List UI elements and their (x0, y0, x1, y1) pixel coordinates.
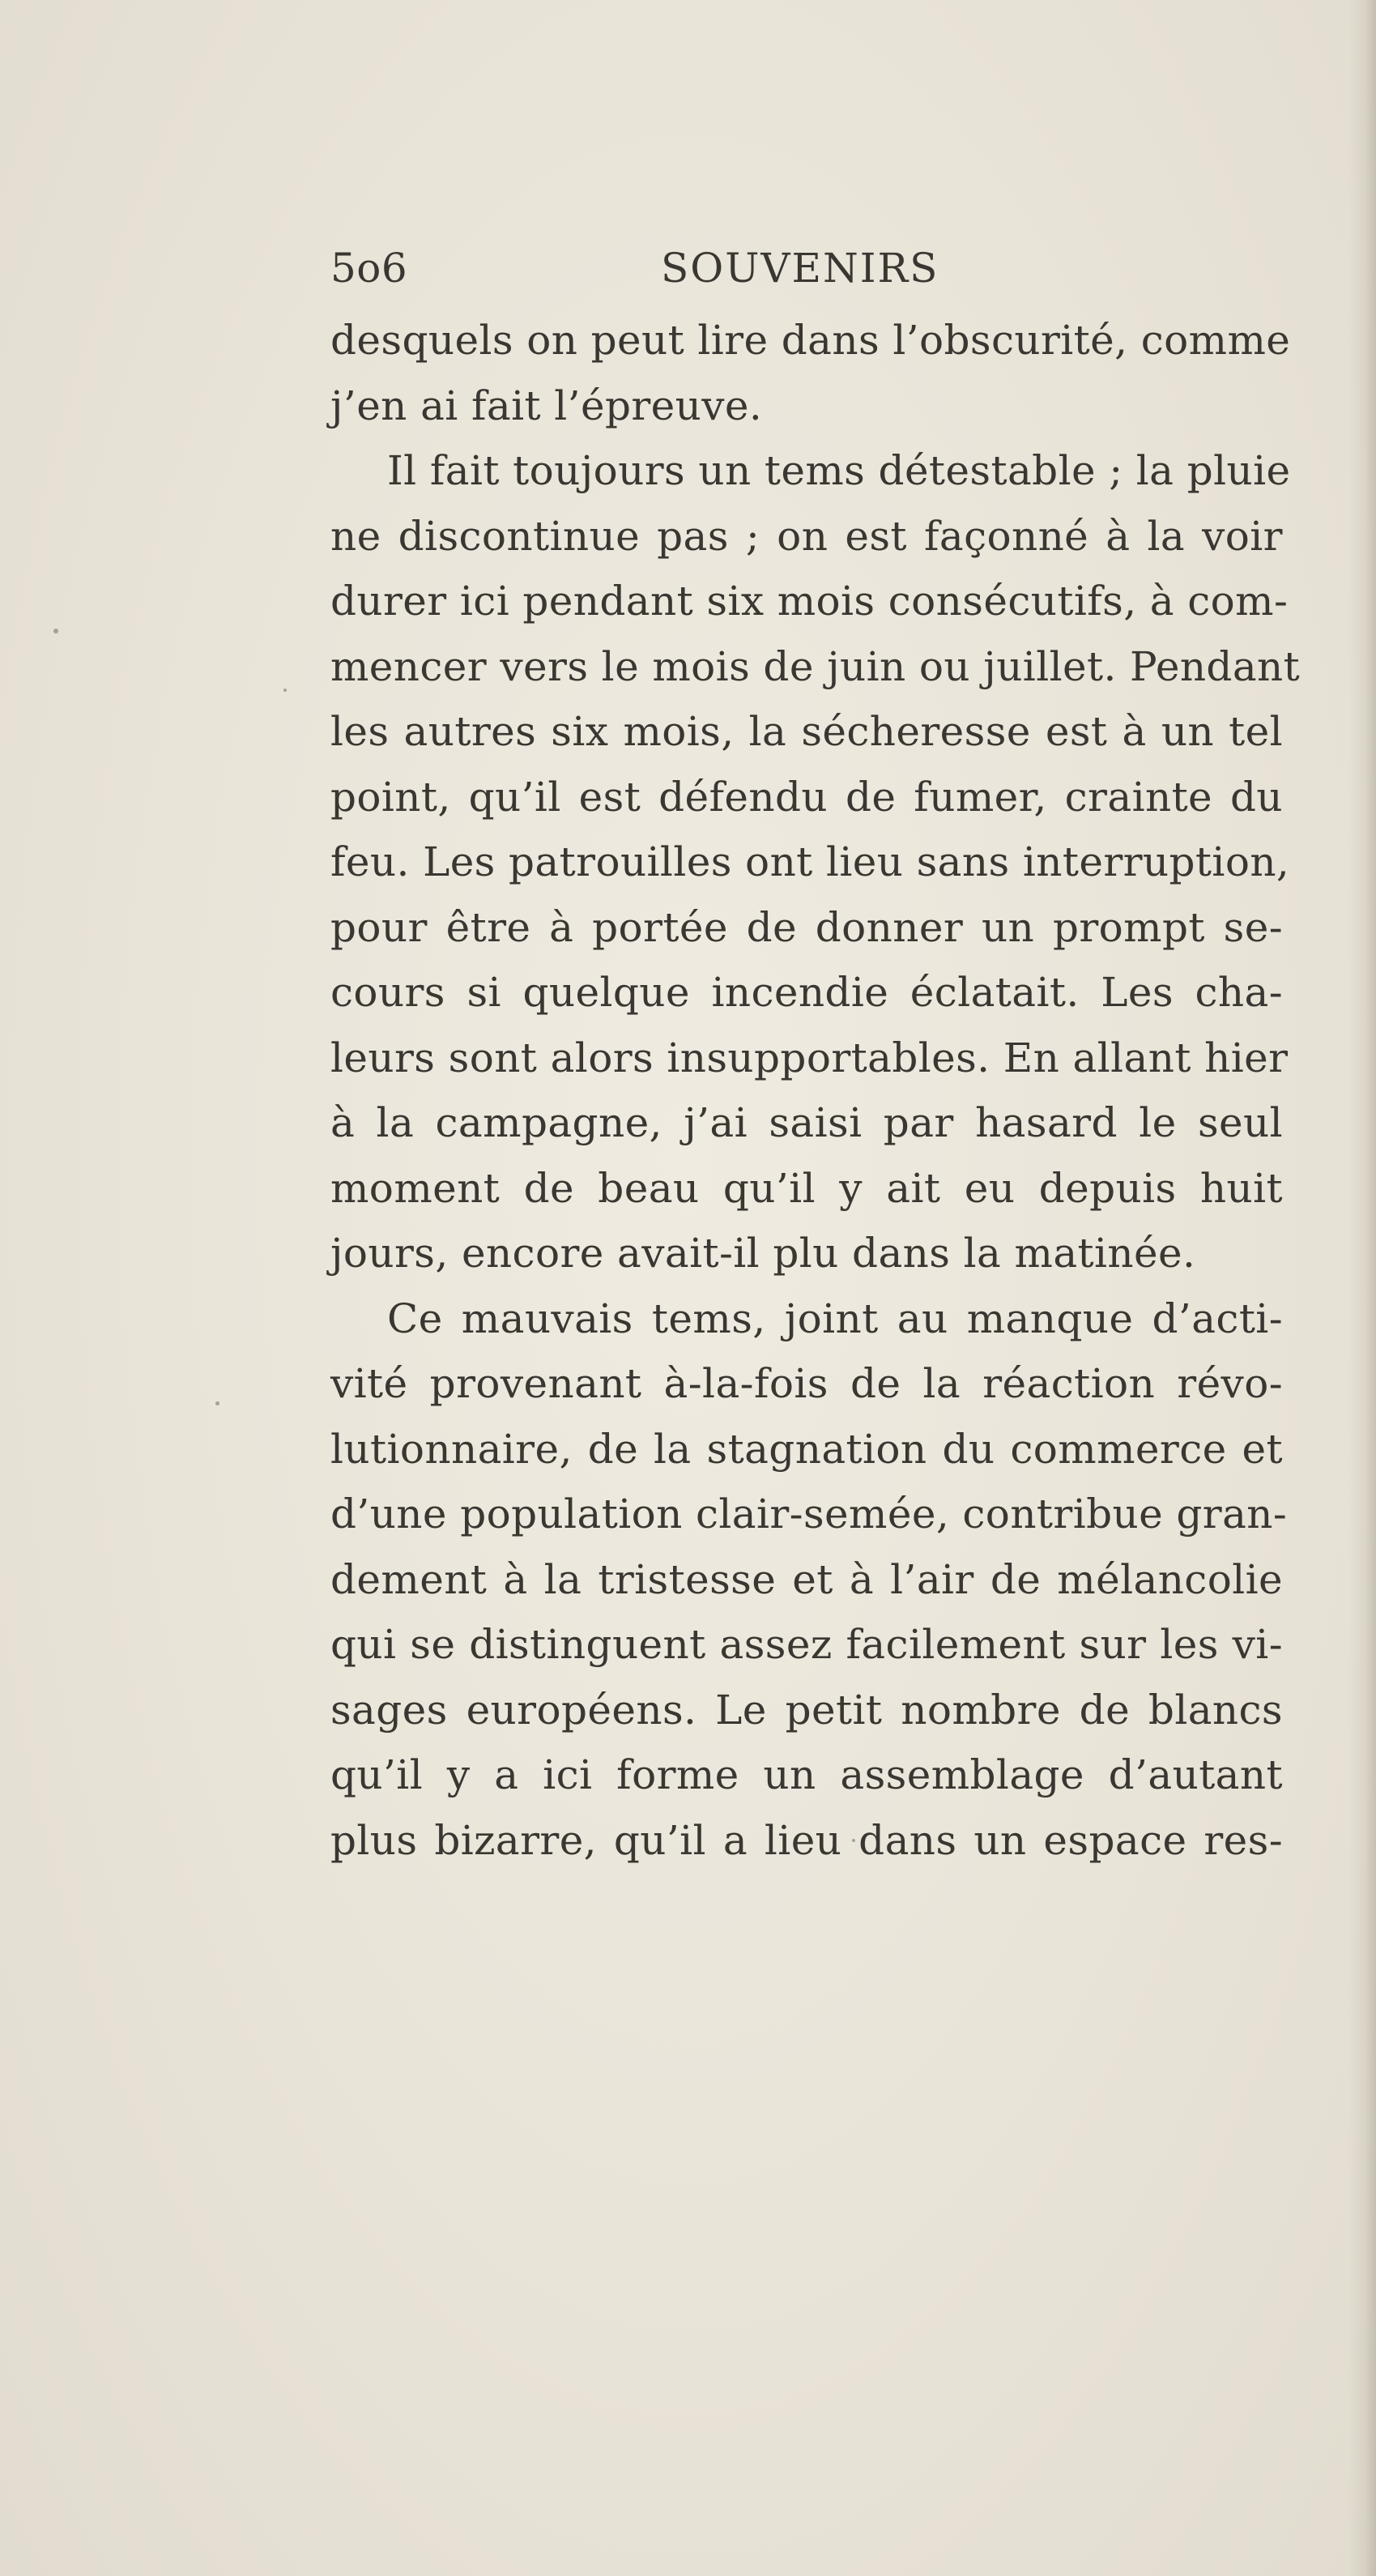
text-line: feu. Les patrouilles ont lieu sans interruption, (330, 838, 1290, 885)
page-text-block (330, 243, 1301, 1873)
text-line: moment de beau qu’il y ait eu depuis huit (330, 1164, 1283, 1212)
text-line: cours si quelque incendie éclatait. Les cha- (330, 969, 1283, 1016)
text-line: Ce mauvais tems, joint au manque d’acti- (387, 1294, 1283, 1342)
text-line: les autres six mois, la sécheresse est à un tel (330, 708, 1283, 755)
text-line: qui se distinguent assez facilement sur les vi- (330, 1621, 1283, 1668)
text-line: j’en ai fait l’épreuve. (330, 382, 763, 429)
text-line: qu’il y a ici forme un assemblage d’autant (330, 1751, 1283, 1798)
text-line: desquels on peut lire dans l’obscurité, comme (330, 317, 1291, 364)
page-header (330, 243, 1283, 308)
paper-speck (283, 689, 287, 692)
paper-speck (53, 629, 58, 633)
running-title: SOUVENIRS (661, 245, 939, 292)
page-number: 5o6 (330, 245, 408, 292)
text-line: sages européens. Le petit nombre de blancs (330, 1686, 1283, 1734)
text-line: à la campagne, j’ai saisi par hasard le seul (330, 1099, 1283, 1146)
paper-speck (215, 1401, 219, 1405)
text-line: lutionnaire, de la stagnation du commerce et (330, 1425, 1283, 1473)
text-line: vité provenant à-la-fois de la réaction révo- (330, 1360, 1283, 1407)
text-line: dement à la tristesse et à l’air de mélancolie (330, 1555, 1283, 1603)
text-line: pour être à portée de donner un prompt se- (330, 903, 1283, 951)
text-line: ne discontinue pas ; on est façonné à la voir (330, 512, 1283, 560)
text-line: durer ici pendant six mois consécutifs, à com- (330, 578, 1289, 625)
body-text (330, 308, 1301, 1873)
text-line: leurs sont alors insupportables. En allant hier (330, 1034, 1289, 1081)
text-line: Il fait toujours un tems détestable ; la pluie (387, 447, 1291, 494)
page-edge-shadow (1348, 0, 1376, 2576)
text-line: d’une population clair-semée, contribue gran- (330, 1491, 1288, 1537)
text-line: mencer vers le mois de juin ou juillet. Pendant (330, 642, 1301, 690)
text-line: jours, encore avait-il plu dans la matinée. (330, 1230, 1196, 1277)
text-line: plus bizarre, qu’il a lieu dans un espace res- (330, 1816, 1283, 1864)
text-line: point, qu’il est défendu de fumer, crainte du (330, 773, 1283, 821)
